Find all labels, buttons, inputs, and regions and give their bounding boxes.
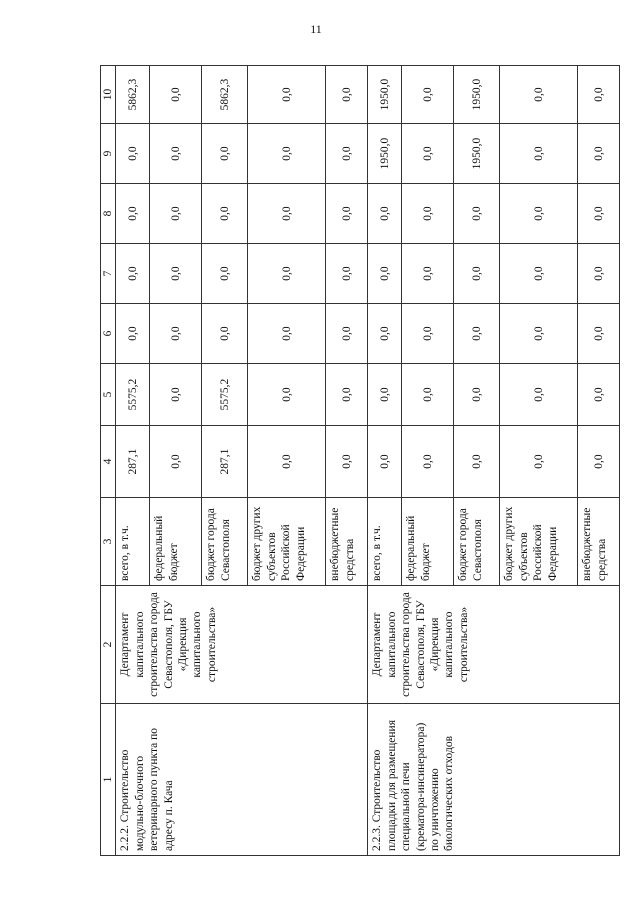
- value-cell: 0,0: [248, 124, 326, 184]
- value-cell: 0,0: [368, 244, 402, 304]
- value-cell: 0,0: [578, 364, 620, 426]
- value-cell: 0,0: [150, 66, 202, 124]
- value-cell: 0,0: [326, 426, 368, 498]
- value-cell: 0,0: [202, 304, 248, 364]
- value-cell: 0,0: [578, 66, 620, 124]
- value-cell: 0,0: [402, 304, 454, 364]
- value-cell: 1950,0: [368, 66, 402, 124]
- value-cell: 0,0: [326, 304, 368, 364]
- value-cell: 0,0: [578, 304, 620, 364]
- value-cell: 0,0: [202, 124, 248, 184]
- value-cell: 1950,0: [454, 124, 500, 184]
- table-body: [101, 66, 620, 856]
- value-cell: 287,1: [202, 426, 248, 498]
- column-header: 3: [101, 498, 116, 586]
- value-cell: 0,0: [368, 184, 402, 244]
- value-cell: 0,0: [326, 364, 368, 426]
- funding-source-cell: всего, в т.ч.: [116, 498, 150, 586]
- rotated-table-container: [100, 66, 608, 856]
- funding-source-cell: федеральный бюджет: [150, 498, 202, 586]
- value-cell: 0,0: [116, 304, 150, 364]
- funding-source-cell: всего, в т.ч.: [368, 498, 402, 586]
- budget-table: [100, 65, 620, 856]
- value-cell: 0,0: [116, 124, 150, 184]
- value-cell: 0,0: [454, 244, 500, 304]
- value-cell: 287,1: [116, 426, 150, 498]
- funding-source-cell: бюджет города Севастополя: [454, 498, 500, 586]
- table-row: [116, 66, 150, 856]
- value-cell: 0,0: [248, 364, 326, 426]
- value-cell: 0,0: [500, 124, 578, 184]
- funding-source-cell: федеральный бюджет: [402, 498, 454, 586]
- value-cell: 0,0: [326, 244, 368, 304]
- value-cell: 0,0: [578, 184, 620, 244]
- table-row: [368, 66, 402, 856]
- header-row: [101, 66, 116, 856]
- column-header: 5: [101, 364, 116, 426]
- value-cell: 0,0: [150, 244, 202, 304]
- funding-source-cell: внебюджетные средства: [326, 498, 368, 586]
- value-cell: 0,0: [326, 66, 368, 124]
- value-cell: 1950,0: [454, 66, 500, 124]
- value-cell: 5575,2: [202, 364, 248, 426]
- value-cell: 0,0: [326, 184, 368, 244]
- value-cell: 0,0: [150, 124, 202, 184]
- activity-name-cell: 2.2.3. Строительство площадки для размещения специальной печи (крематора-инсинератора) по уничтожению биологических отходов: [368, 704, 620, 856]
- executor-cell: Департамент капитального строительства города Севастополя, ГБУ «Дирекция капитального строительства»: [368, 586, 620, 704]
- value-cell: 0,0: [500, 184, 578, 244]
- value-cell: 0,0: [454, 364, 500, 426]
- funding-source-cell: бюджет города Севастополя: [202, 498, 248, 586]
- value-cell: 0,0: [500, 304, 578, 364]
- value-cell: 0,0: [202, 184, 248, 244]
- value-cell: 0,0: [402, 124, 454, 184]
- executor-cell: Департамент капитального строительства города Севастополя, ГБУ «Дирекция капитального строительства»: [116, 586, 368, 704]
- activity-name-cell: 2.2.2. Строительство модульно-блочного ветеринарного пункта по адресу п. Кача: [116, 704, 368, 856]
- value-cell: 0,0: [248, 244, 326, 304]
- funding-source-cell: бюджет других субъектов Российской Федерации: [248, 498, 326, 586]
- value-cell: 0,0: [326, 124, 368, 184]
- funding-source-cell: внебюджетные средства: [578, 498, 620, 586]
- value-cell: 0,0: [368, 364, 402, 426]
- value-cell: 0,0: [402, 244, 454, 304]
- value-cell: 0,0: [150, 426, 202, 498]
- value-cell: 1950,0: [368, 124, 402, 184]
- column-header: 9: [101, 124, 116, 184]
- column-header: 7: [101, 244, 116, 304]
- value-cell: 0,0: [202, 244, 248, 304]
- funding-source-cell: бюджет других субъектов Российской Федерации: [500, 498, 578, 586]
- value-cell: 0,0: [402, 426, 454, 498]
- value-cell: 5862,3: [202, 66, 248, 124]
- value-cell: 0,0: [150, 184, 202, 244]
- value-cell: 0,0: [248, 426, 326, 498]
- value-cell: 5862,3: [116, 66, 150, 124]
- value-cell: 0,0: [402, 364, 454, 426]
- column-header: 6: [101, 304, 116, 364]
- value-cell: 0,0: [500, 66, 578, 124]
- column-header: 10: [101, 66, 116, 124]
- value-cell: 0,0: [150, 364, 202, 426]
- value-cell: 0,0: [402, 184, 454, 244]
- value-cell: 0,0: [368, 304, 402, 364]
- value-cell: 0,0: [150, 304, 202, 364]
- value-cell: 0,0: [578, 124, 620, 184]
- column-header: 2: [101, 586, 116, 704]
- value-cell: 0,0: [500, 364, 578, 426]
- column-header: 4: [101, 426, 116, 498]
- value-cell: 0,0: [116, 244, 150, 304]
- value-cell: 0,0: [248, 304, 326, 364]
- page-number: 11: [310, 22, 322, 36]
- value-cell: 0,0: [248, 184, 326, 244]
- value-cell: 0,0: [454, 426, 500, 498]
- value-cell: 0,0: [578, 244, 620, 304]
- value-cell: 0,0: [402, 66, 454, 124]
- column-header: 1: [101, 704, 116, 856]
- value-cell: 0,0: [248, 66, 326, 124]
- column-header: 8: [101, 184, 116, 244]
- value-cell: 0,0: [116, 184, 150, 244]
- value-cell: 0,0: [578, 426, 620, 498]
- value-cell: 0,0: [454, 304, 500, 364]
- value-cell: 0,0: [368, 426, 402, 498]
- value-cell: 0,0: [500, 244, 578, 304]
- value-cell: 0,0: [454, 184, 500, 244]
- value-cell: 0,0: [500, 426, 578, 498]
- value-cell: 5575,2: [116, 364, 150, 426]
